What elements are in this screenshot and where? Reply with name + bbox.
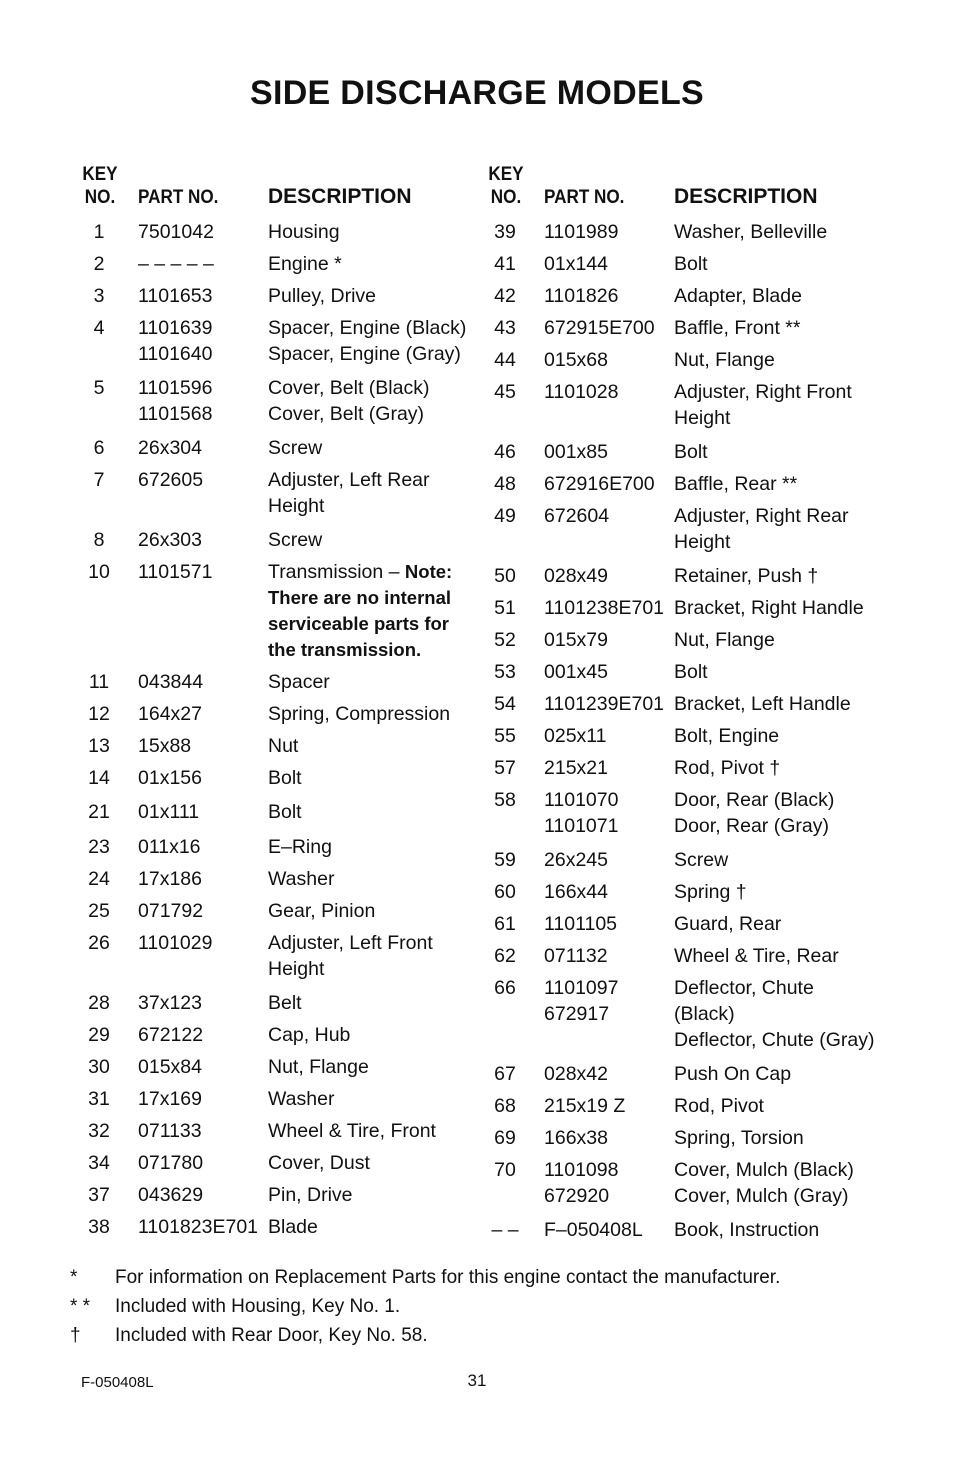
key-no: 70 (494, 1159, 516, 1181)
part-no: 025x11 (544, 725, 607, 747)
key-no: 59 (494, 849, 516, 871)
description (268, 990, 470, 1016)
part-no: 1101239E701 (544, 693, 665, 715)
key-no: 12 (88, 703, 110, 725)
description (674, 251, 876, 277)
key-no: 21 (88, 801, 110, 823)
key-header-line1: KEY (82, 164, 118, 185)
description-text: Bolt (674, 253, 708, 275)
description-text: Bolt (268, 801, 302, 823)
description-text: Bolt (268, 767, 302, 789)
part-no: 1101070 1101071 (544, 789, 619, 837)
footnote (70, 1264, 890, 1293)
description-text: Nut, Flange (268, 1056, 369, 1078)
description (674, 563, 876, 589)
description-text: Pin, Drive (268, 1184, 353, 1206)
table-row (70, 219, 470, 251)
part-no: 166x38 (544, 1127, 608, 1149)
description (674, 879, 876, 905)
description-text: Screw (674, 849, 729, 871)
description-text: Rod, Pivot (674, 1095, 764, 1117)
key-no: 68 (494, 1095, 516, 1117)
table-row (476, 755, 876, 787)
key-header-line2: NO. (490, 187, 522, 208)
key-no: – – (491, 1219, 519, 1241)
key-no: 38 (88, 1216, 110, 1238)
table-row (476, 691, 876, 723)
description-text: Cover, Mulch (Black) Cover, Mulch (Gray) (674, 1159, 854, 1207)
description-text: Adjuster, Left Rear Height (268, 469, 430, 517)
description (268, 1182, 470, 1208)
key-no: 13 (88, 735, 110, 757)
footnote-symbol: † (70, 1325, 81, 1346)
table-row (476, 787, 876, 847)
part-no: 1101571 (138, 561, 213, 583)
description (268, 375, 470, 427)
table-row (476, 1125, 876, 1157)
part-no: 001x85 (544, 441, 608, 463)
description-text: Nut, Flange (674, 349, 775, 371)
table-row (476, 251, 876, 283)
part-no: 043629 (138, 1184, 204, 1206)
description-text: Gear, Pinion (268, 900, 376, 922)
rows-right (476, 219, 876, 1249)
table-row (70, 1054, 470, 1086)
key-no: 69 (494, 1127, 516, 1149)
part-no-header: PART NO. (544, 187, 625, 208)
description-text: Adjuster, Left Front Height (268, 932, 433, 980)
description-text: Guard, Rear (674, 913, 782, 935)
description (674, 471, 876, 497)
description (674, 627, 876, 653)
table-row (70, 375, 470, 435)
part-no: 001x45 (544, 661, 608, 683)
description (674, 691, 876, 717)
key-no: 30 (88, 1056, 110, 1078)
description (674, 1217, 876, 1243)
description (674, 315, 876, 341)
description (674, 439, 876, 465)
part-no: 01x156 (138, 767, 202, 789)
part-no: 01x111 (138, 801, 200, 823)
key-no: 10 (88, 561, 110, 583)
description-text: Screw (268, 437, 323, 459)
table-row (476, 879, 876, 911)
description (268, 733, 470, 759)
key-no: 23 (88, 836, 110, 858)
table-row (70, 527, 470, 559)
table-row (70, 1214, 470, 1246)
part-no: 1101105 (544, 913, 618, 935)
table-row (70, 733, 470, 765)
description (674, 755, 876, 781)
part-no: 26x245 (544, 849, 608, 871)
table-row (70, 467, 470, 527)
table-row (476, 627, 876, 659)
key-no: 57 (494, 757, 516, 779)
description-text: Adjuster, Right Rear Height (674, 505, 849, 553)
description (674, 503, 876, 555)
description-text: Bracket, Left Handle (674, 693, 851, 715)
table-row (476, 1157, 876, 1217)
description (674, 1093, 876, 1119)
description (268, 435, 470, 461)
key-no: 31 (88, 1088, 110, 1110)
table-row (70, 1086, 470, 1118)
key-no: 26 (88, 932, 110, 954)
description-text: Belt (268, 992, 302, 1014)
part-no: 071780 (138, 1152, 204, 1174)
part-no: 672915E700 (544, 317, 655, 339)
part-no: 1101639 1101640 (138, 317, 213, 365)
description (268, 765, 470, 791)
description-text: Wheel & Tire, Front (268, 1120, 436, 1142)
page-title: SIDE DISCHARGE MODELS (249, 74, 704, 112)
key-no: 8 (93, 529, 105, 551)
description-header: DESCRIPTION (268, 185, 412, 208)
description (268, 1054, 470, 1080)
page-code: F-050408L (81, 1374, 154, 1391)
description (674, 1125, 876, 1151)
description-text: Washer (268, 1088, 335, 1110)
description (268, 283, 470, 309)
part-no: 028x42 (544, 1063, 608, 1085)
table-row (70, 866, 470, 898)
key-no: 29 (88, 1024, 110, 1046)
key-no: 49 (494, 505, 516, 527)
table-row (70, 930, 470, 990)
table-row (476, 943, 876, 975)
part-no: 015x68 (544, 349, 608, 371)
description (268, 559, 470, 663)
description (674, 379, 876, 431)
table-row (70, 898, 470, 930)
description-text: Cover, Belt (Black) Cover, Belt (Gray) (268, 377, 430, 425)
table-row (476, 659, 876, 691)
part-no: 26x303 (138, 529, 202, 551)
table-row (70, 1150, 470, 1182)
table-row (70, 435, 470, 467)
part-no: 166x44 (544, 881, 608, 903)
description-text: Deflector, Chute (Black) Deflector, Chute (Gray) (674, 977, 875, 1051)
key-no: 48 (494, 473, 516, 495)
description (268, 898, 470, 924)
description (674, 723, 876, 749)
key-no: 2 (93, 253, 105, 275)
key-no: 24 (88, 868, 110, 890)
table-row (70, 701, 470, 733)
part-no: 1101989 (544, 221, 619, 243)
key-no: 1 (93, 221, 105, 243)
table-row (476, 595, 876, 627)
part-no: 028x49 (544, 565, 608, 587)
table-row (476, 283, 876, 315)
description (674, 659, 876, 685)
footnotes (70, 1264, 890, 1351)
description (268, 527, 470, 553)
description-text: Screw (268, 529, 323, 551)
table-row (476, 379, 876, 439)
part-no: 1101823E701 (138, 1216, 259, 1238)
footnote-text: Included with Housing, Key No. 1. (115, 1296, 401, 1317)
part-no: 071133 (138, 1120, 202, 1142)
description-text: Push On Cap (674, 1063, 792, 1085)
description-text: Baffle, Rear ** (674, 473, 798, 495)
key-no: 42 (494, 285, 516, 307)
footnote (70, 1322, 890, 1351)
table-row (476, 503, 876, 563)
description-text: Adapter, Blade (674, 285, 802, 307)
description (268, 467, 470, 519)
description (674, 911, 876, 937)
description-text: Spacer (268, 671, 330, 693)
description (268, 251, 470, 277)
key-no: 46 (494, 441, 516, 463)
table-row (476, 347, 876, 379)
key-no: 51 (494, 597, 516, 619)
part-no: 672605 (138, 469, 204, 491)
part-no: 7501042 (138, 221, 214, 243)
key-no: 5 (93, 377, 105, 399)
footnote-text: For information on Replacement Parts for this engine contact the manufacturer. (115, 1267, 781, 1288)
description-text: Bolt (674, 441, 708, 463)
table-row (476, 563, 876, 595)
footnote-text: Included with Rear Door, Key No. 58. (115, 1325, 428, 1346)
description (674, 347, 876, 373)
description (674, 283, 876, 309)
part-no: 1101826 (544, 285, 619, 307)
description-text: Bracket, Right Handle (674, 597, 864, 619)
part-no: 672604 (544, 505, 610, 527)
key-no: 3 (93, 285, 105, 307)
part-no: 01x144 (544, 253, 608, 275)
key-no: 67 (494, 1063, 516, 1085)
description (268, 1118, 470, 1144)
part-no: 37x123 (138, 992, 202, 1014)
key-no: 60 (494, 881, 516, 903)
table-row (70, 990, 470, 1022)
part-no: 1101596 1101568 (138, 377, 213, 425)
description-note: Note: There are no internal serviceable parts for the transmission. (268, 561, 453, 660)
parts-table-right (476, 163, 876, 1249)
part-no: 17x169 (138, 1088, 202, 1110)
key-no: 11 (88, 671, 110, 693)
table-row (70, 251, 470, 283)
key-no: 62 (494, 945, 516, 967)
description (674, 847, 876, 873)
part-no: 215x21 (544, 757, 608, 779)
part-no: 672916E700 (544, 473, 655, 495)
key-no: 7 (93, 469, 105, 491)
description-text: Retainer, Push † (674, 565, 819, 587)
table-row (70, 559, 470, 669)
table-row (476, 1217, 876, 1249)
key-no: 45 (494, 381, 516, 403)
description-text: Transmission – (268, 561, 405, 583)
description-text: Washer, Belleville (674, 221, 828, 243)
table-row (70, 669, 470, 701)
description-text: Spring † (674, 881, 747, 903)
key-no: 34 (88, 1152, 110, 1174)
part-no: 011x16 (138, 836, 201, 858)
key-no: 54 (494, 693, 516, 715)
description (268, 701, 470, 727)
part-no: – – – – – (138, 253, 214, 275)
part-no: 1101028 (544, 381, 619, 403)
page-number: 31 (467, 1371, 487, 1390)
table-row (476, 723, 876, 755)
description (674, 1157, 876, 1209)
part-no: 015x79 (544, 629, 608, 651)
part-no: 215x19 Z (544, 1095, 626, 1117)
rows-left (70, 219, 470, 1246)
description-text: Rod, Pivot † (674, 757, 781, 779)
description-text: Bolt (674, 661, 708, 683)
part-no: 1101029 (138, 932, 213, 954)
footnote (70, 1293, 890, 1322)
description (674, 787, 876, 839)
key-no: 37 (88, 1184, 110, 1206)
description-text: Nut (268, 735, 299, 757)
key-no: 39 (494, 221, 516, 243)
table-row (70, 283, 470, 315)
description (268, 866, 470, 892)
description-text: Baffle, Front ** (674, 317, 801, 339)
part-no-header: PART NO. (138, 187, 219, 208)
parts-table-left (70, 163, 470, 1246)
part-no: 1101238E701 (544, 597, 665, 619)
description-text: Spacer, Engine (Black) Spacer, Engine (Gray) (268, 317, 467, 365)
part-no: 015x84 (138, 1056, 202, 1078)
description (674, 975, 876, 1053)
table-row (476, 219, 876, 251)
part-no: 1101098 672920 (544, 1159, 619, 1207)
table-row (70, 834, 470, 866)
key-no: 32 (88, 1120, 110, 1142)
key-no: 50 (494, 565, 516, 587)
description-text: Cover, Dust (268, 1152, 370, 1174)
key-no: 14 (88, 767, 110, 789)
table-row (476, 439, 876, 471)
key-no: 53 (494, 661, 516, 683)
key-no: 6 (93, 437, 105, 459)
description-text: Bolt, Engine (674, 725, 780, 747)
table-row (70, 765, 470, 799)
description-text: Spring, Torsion (674, 1127, 804, 1149)
part-no: 17x186 (138, 868, 202, 890)
description-text: Door, Rear (Black) Door, Rear (Gray) (674, 789, 835, 837)
description-header: DESCRIPTION (674, 185, 818, 208)
table-row (476, 975, 876, 1061)
description (268, 1214, 470, 1240)
key-no: 25 (88, 900, 110, 922)
description-text: Pulley, Drive (268, 285, 377, 307)
description (674, 1061, 876, 1087)
key-no: 55 (494, 725, 516, 747)
description (268, 1022, 470, 1048)
description (268, 219, 470, 245)
description (268, 930, 470, 982)
key-header-line1: KEY (488, 164, 524, 185)
table-row (476, 911, 876, 943)
table-row (476, 315, 876, 347)
description (674, 595, 876, 621)
key-no: 61 (494, 913, 516, 935)
description-text: Cap, Hub (268, 1024, 351, 1046)
description (674, 943, 876, 969)
part-no: 043844 (138, 671, 204, 693)
key-no-header (479, 163, 533, 209)
description (268, 834, 470, 860)
key-no: 44 (494, 349, 516, 371)
description-text: Housing (268, 221, 340, 243)
key-no: 4 (93, 317, 105, 339)
description-text: Washer (268, 868, 335, 890)
description (268, 315, 470, 367)
table-row (476, 847, 876, 879)
description-text: Engine * (268, 253, 342, 275)
table-row (476, 1093, 876, 1125)
key-no: 28 (88, 992, 110, 1014)
description-text: Blade (268, 1216, 318, 1238)
table-row (70, 1022, 470, 1054)
key-no: 66 (494, 977, 516, 999)
part-no: 164x27 (138, 703, 202, 725)
part-no: F–050408L (544, 1219, 643, 1241)
description (268, 1086, 470, 1112)
part-no: 1101097 672917 (544, 977, 619, 1025)
key-no-header (73, 163, 127, 209)
key-no: 41 (494, 253, 516, 275)
description (674, 219, 876, 245)
part-no: 1101653 (138, 285, 213, 307)
table-row (70, 1182, 470, 1214)
table-row (476, 471, 876, 503)
description-text: Nut, Flange (674, 629, 775, 651)
description-text: Adjuster, Right Front Height (674, 381, 852, 429)
footnote-symbol: * * (70, 1296, 91, 1317)
description (268, 1150, 470, 1176)
table-row (70, 799, 470, 834)
description (268, 669, 470, 695)
table-row (70, 1118, 470, 1150)
table-row (476, 1061, 876, 1093)
table-row (70, 315, 470, 375)
key-header-line2: NO. (84, 187, 116, 208)
part-no: 15x88 (138, 735, 192, 757)
table-header (70, 163, 470, 219)
part-no: 071792 (138, 900, 204, 922)
footnote-symbol: * (70, 1267, 78, 1288)
description (268, 799, 470, 825)
description-text: Book, Instruction (674, 1219, 820, 1241)
key-no: 52 (494, 629, 516, 651)
key-no: 58 (494, 789, 516, 811)
part-no: 071132 (544, 945, 608, 967)
key-no: 43 (494, 317, 516, 339)
part-no: 26x304 (138, 437, 202, 459)
description-text: Wheel & Tire, Rear (674, 945, 839, 967)
description-text: Spring, Compression (268, 703, 451, 725)
part-no: 672122 (138, 1024, 204, 1046)
description-text: E–Ring (268, 836, 332, 858)
table-header (476, 163, 876, 219)
